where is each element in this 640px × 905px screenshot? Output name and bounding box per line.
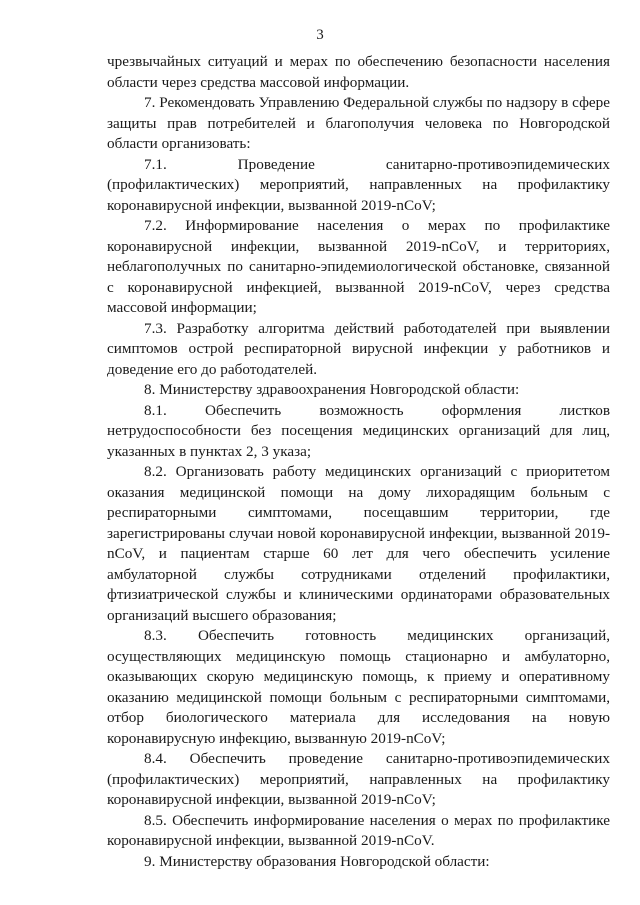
paragraph-item-9: 9. Министерству образования Новгородской области: <box>144 852 490 870</box>
document-body <box>107 52 610 872</box>
paragraph-item-7-1: 7.1. Проведение санитарно-противоэпидемических (профилактических) мероприятий, направленных на профилактику коронавирусной инфекции, вызванной 2019-nCoV; <box>107 155 610 214</box>
paragraph-item-8-3: 8.3. Обеспечить готовность медицинских организаций, осуществляющих медицинскую помощь стационарно и амбулаторно, оказывающих скорую медицинскую помощь, к приему и оперативному оказанию медицинской помощи больным с респираторными симптомами, отбор биологического материала для исследования на новую коронавирусную инфекцию, вызванную 2019-nCoV; <box>107 627 610 747</box>
paragraph-item-8-5: 8.5. Обеспечить информирование населения о мерах по профилактике коронавирусной инфекции, вызванной 2019-nCoV. <box>107 811 610 849</box>
paragraph-item-8-2: 8.2. Организовать работу медицинских организаций с приоритетом оказания медицинской помощи на дому лихорадящим больным с респираторными симптомами, посещавшим территории, где зарегистрированы случаи новой коронавирусной инфекции, вызванной 2019-nCoV, и пациентам старше 60 лет для чего обеспечить усиление амбулаторной службы сотрудниками отделений профилактики, фтизиатрической службы и клиническими ординаторами образовательных организаций высшего образования; <box>107 463 610 624</box>
page-number: 3 <box>316 27 324 43</box>
paragraph-item-7-2: 7.2. Информирование населения о мерах по профилактике коронавирусной инфекции, вызванной 2019-nCoV, и территориях, неблагополучных по санитарно-эпидемиологической обстановке, связанной с коронавирусной инфекцией, вызванной 2019-nCoV, через средства массовой информации; <box>107 217 610 316</box>
paragraph-item-7-3: 7.3. Разработку алгоритма действий работодателей при выявлении симптомов острой респираторной вирусной инфекции у работников и доведение его до работодателей. <box>107 319 610 378</box>
paragraph-continuation: чрезвычайных ситуаций и мерах по обеспечению безопасности населения области через средства массовой информации. <box>107 53 610 91</box>
paragraph-item-8-1: 8.1. Обеспечить возможность оформления листков нетрудоспособности без посещения медицинских организаций для лиц, указанных в пунктах 2, 3 указа; <box>107 401 610 460</box>
paragraph-item-8: 8. Министерству здравоохранения Новгородской области: <box>144 381 520 398</box>
paragraph-item-8-4: 8.4. Обеспечить проведение санитарно-противоэпидемических (профилактических) мероприятий, направленных на профилактику коронавирусной инфекции, вызванной 2019-nCoV; <box>107 750 610 808</box>
paragraph-item-7: 7. Рекомендовать Управлению Федеральной службы по надзору в сфере защиты прав потребителей и благополучия человека по Новгородской области организовать: <box>107 94 610 152</box>
